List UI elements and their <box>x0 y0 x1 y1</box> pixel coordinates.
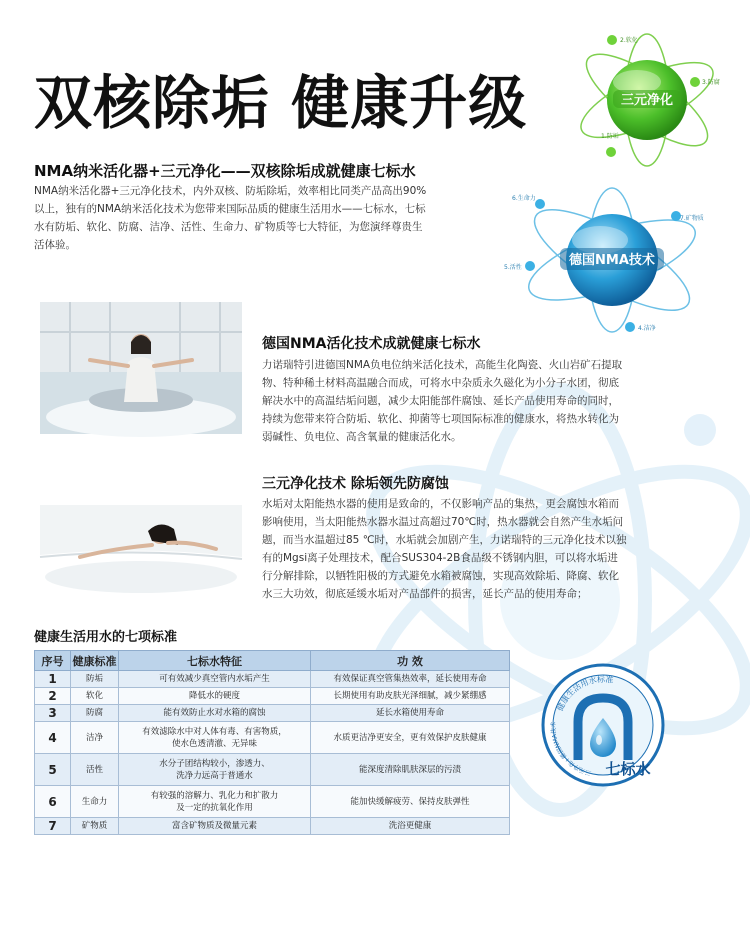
section1-line: 活体验。 <box>34 239 76 251</box>
feature-line: 水分子团结构较小，渗透力、 <box>159 758 270 769</box>
page-headline: 双核除垢 健康升级 <box>34 69 528 137</box>
atom-top-node-anticorrosion: 3.防腐 <box>702 79 720 86</box>
row-feature <box>119 671 311 688</box>
woman-in-bathtub-photo <box>40 505 242 603</box>
row-number: 1 <box>35 671 71 688</box>
row-effect: 能深度清除肌肤深层的污渍 <box>311 754 510 786</box>
table-row <box>35 688 510 705</box>
section1-line: NMA纳米活化器+三元净化技术，内外双核、防垢除垢，效率相比同类产品高出90% <box>34 185 427 197</box>
header-feature: 七标水特征 <box>119 651 311 671</box>
atom-mid-label: 德国NMA技术 <box>569 253 655 268</box>
section2-line: 物、特种稀土材料高温融合而成，可将水中杂质永久磁化为小分子水团，彻底 <box>262 377 619 389</box>
meditating-woman-photo <box>40 302 242 434</box>
section2-line: 弱碱性、负电位、高含氧量的健康活化水。 <box>262 431 462 443</box>
section1-line: 以上，独有的NMA纳米活化技术为您带来国际品质的健康生活用水——七标水，七标 <box>34 203 426 215</box>
row-feature <box>119 722 311 754</box>
table-header-row <box>35 651 510 671</box>
feature-line: 使水色透清澈、无异味 <box>171 738 257 749</box>
row-feature <box>119 688 311 705</box>
row-number: 3 <box>35 705 71 722</box>
atom-mid-node-clean: 4.洁净 <box>638 325 656 332</box>
table-row <box>35 818 510 835</box>
feature-line: 有效滤除水中对人体有毒、有害物质， <box>142 726 287 737</box>
german-nma-tech-atom-graphic <box>500 180 704 340</box>
row-standard: 活性 <box>71 754 119 786</box>
row-standard: 洁净 <box>71 722 119 754</box>
section1-body <box>34 182 504 254</box>
feature-line: 洗净力远高于普通水 <box>176 770 253 781</box>
section2-line: 力诺瑞特引进德国NMA负电位纳米活化技术，高能生化陶瓷、火山岩矿石提取 <box>262 359 623 371</box>
standards-table-title: 健康生活用水的七项标准 <box>34 630 178 645</box>
atom-mid-node-vitality: 6.生命力 <box>512 195 536 202</box>
section1-line: 水有防垢、软化、防腐、洁净、活性、生命力、矿物质等七大特征，为您演绎尊贵生 <box>34 221 423 233</box>
row-number: 4 <box>35 722 71 754</box>
feature-line: 及一定的抗氧化作用 <box>176 802 253 813</box>
standards-table <box>34 650 510 835</box>
row-feature <box>119 705 311 722</box>
row-standard: 矿物质 <box>71 818 119 835</box>
row-feature <box>119 818 311 835</box>
section3-line: 行分解排除，以牺牲阳极的方式避免水箱被腐蚀，实现高效除垢、降腐、软化 <box>262 570 619 582</box>
section3-line: 影响使用，当太阳能热水器水温过高超过70℃时，热水器就会自然产生水垢问 <box>262 516 624 528</box>
seven-standard-water-badge <box>538 660 668 790</box>
row-effect: 延长水箱使用寿命 <box>311 705 510 722</box>
section3-line: 水垢对太阳能热水器的使用是致命的，不仅影响产品的集热，更会腐蚀水箱而 <box>262 498 619 510</box>
section3-title: 三元净化技术 除垢领先防腐蚀 <box>262 476 449 492</box>
header-effect: 功 效 <box>311 651 510 671</box>
three-element-purify-atom-graphic <box>565 20 725 170</box>
header-standard: 健康标准 <box>71 651 119 671</box>
atom-top-node-softening: 2.软化 <box>620 37 638 44</box>
atom-top-label: 三元净化 <box>620 93 674 108</box>
section3-line: 题，而当水温超过85 ℃时，水垢就会加剧产生，力诺瑞特的三元净化技术以独 <box>262 534 627 546</box>
feature-line: 能有效防止水对水箱的腐蚀 <box>163 708 266 718</box>
row-number: 5 <box>35 754 71 786</box>
section1-title: NMA纳米活化器+三元净化——双核除垢成就健康七标水 <box>34 162 416 180</box>
badge-title: 七标水 <box>605 760 651 778</box>
row-standard: 防腐 <box>71 705 119 722</box>
table-row <box>35 671 510 688</box>
row-standard: 防垢 <box>71 671 119 688</box>
feature-line: 降低水的硬度 <box>188 691 240 701</box>
feature-line: 可有效减少真空管内水垢产生 <box>159 674 270 684</box>
section3-line: 水三大功效，彻底延缓水垢对产品部件的损害，延长产品的使用寿命； <box>262 588 588 600</box>
row-effect: 有效保证真空管集热效率，延长使用寿命 <box>311 671 510 688</box>
atom-mid-node-minerals: 7.矿物质 <box>680 215 704 222</box>
atom-top-node-antiscale: 1.防垢 <box>601 133 619 140</box>
section2-title: 德国NMA活化技术成就健康七标水 <box>262 336 481 352</box>
badge-ring-top-text: 健康生活用水标准 <box>555 674 614 713</box>
row-effect: 长期使用有助皮肤光泽细腻，减少紧绷感 <box>311 688 510 705</box>
section2-body <box>262 356 702 446</box>
table-row <box>35 754 510 786</box>
row-effect: 能加快缓解疲劳、保持皮肤弹性 <box>311 786 510 818</box>
section3-body <box>262 495 702 603</box>
row-effect: 水质更洁净更安全，更有效保护皮肤健康 <box>311 722 510 754</box>
badge-ring-side-text: 三元净化+德国NMA技术 <box>550 721 593 777</box>
feature-line: 有较强的溶解力、乳化力和扩散力 <box>150 790 279 801</box>
section2-line: 解决水中的高温结垢问题，减少太阳能部件腐蚀、延长产品使用寿命的同时， <box>262 395 619 407</box>
row-standard: 软化 <box>71 688 119 705</box>
row-effect: 洗浴更健康 <box>311 818 510 835</box>
row-standard: 生命力 <box>71 786 119 818</box>
section2-line: 持续为您带来符合防垢、软化、抑菌等七项国际标准的健康水，将热水转化为 <box>262 413 619 425</box>
row-feature <box>119 786 311 818</box>
feature-line: 富含矿物质及微量元素 <box>171 821 257 831</box>
row-feature <box>119 754 311 786</box>
table-row <box>35 786 510 818</box>
row-number: 2 <box>35 688 71 705</box>
table-row <box>35 705 510 722</box>
row-number: 6 <box>35 786 71 818</box>
header-number: 序号 <box>35 651 71 671</box>
section3-line: 有的Mgsi离子处理技术，配合SUS304-2B食品级不锈钢内胆，可以将水垢进 <box>262 552 618 564</box>
row-number: 7 <box>35 818 71 835</box>
table-row <box>35 722 510 754</box>
atom-mid-node-activity: 5.活性 <box>504 264 522 271</box>
